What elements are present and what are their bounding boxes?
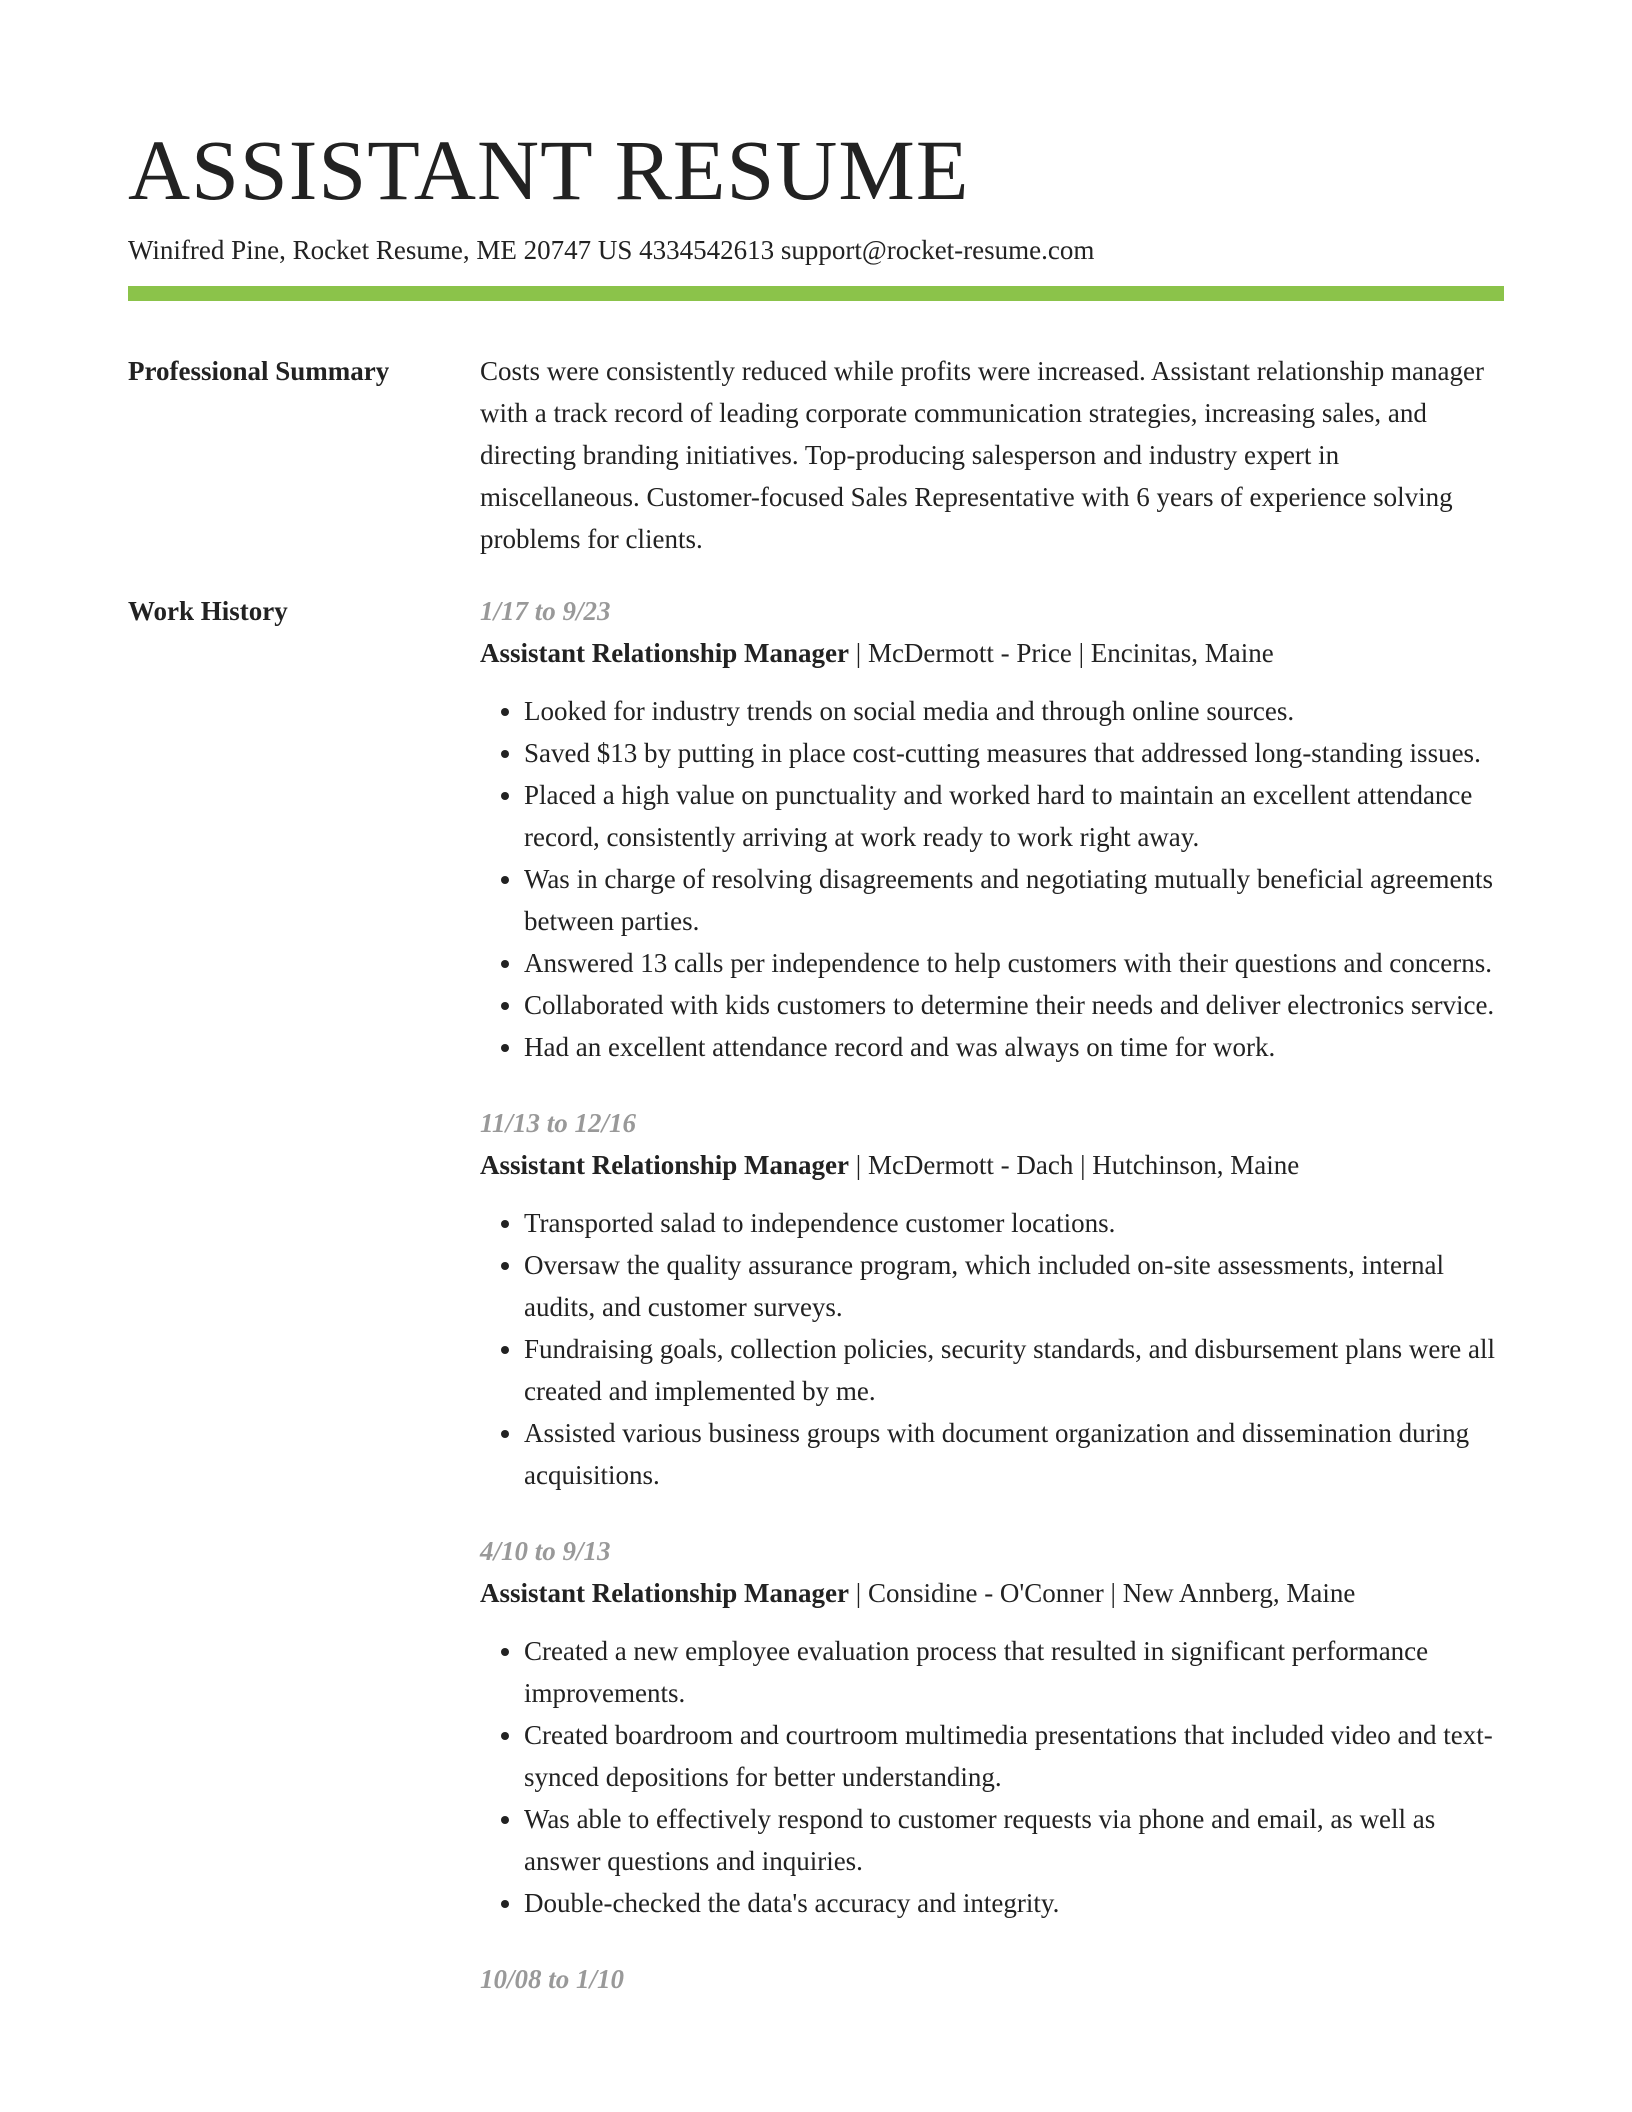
contact-address: Winifred Pine, Rocket Resume, ME 20747 US [128, 235, 633, 265]
job-entry [480, 590, 1504, 1068]
job-title: Assistant Relationship Manager [480, 1578, 850, 1608]
job-entry [480, 1530, 1504, 1924]
header-divider [128, 286, 1504, 301]
job-bullet-list [480, 1630, 1504, 1924]
summary-body [480, 350, 1504, 560]
job-location: New Annberg, Maine [1122, 1578, 1356, 1608]
job-bullet-item: • Created a new employee evaluation process that resulted in significant performance improvements. [524, 1630, 1504, 1714]
job-separator [849, 1150, 868, 1180]
contact-email: support@rocket-resume.com [780, 235, 1095, 265]
resume-title: ASSISTANT RESUME [128, 122, 970, 218]
job-location: Hutchinson, Maine [1092, 1150, 1300, 1180]
job-bullet-item: • Double-checked the data's accuracy and integrity. [524, 1882, 1504, 1924]
summary-text: Costs were consistently reduced while profits were increased. Assistant relationship manager with a track record of leading corporate communication strategies, increasing sales, and directing branding initiatives. Top-producing salesperson and industry expert in miscellaneous. Customer-focused Sales Representative with 6 years of experience solving problems for clients. [480, 356, 1484, 554]
job-bullet-list [480, 1202, 1504, 1496]
job-dates: 1/17 to 9/23 [480, 596, 611, 626]
job-bullet-list [480, 690, 1504, 1068]
job-bullet-item: • Looked for industry trends on social media and through online sources. [524, 690, 1504, 732]
job-heading [480, 1572, 1504, 1614]
job-bullet-item: • Collaborated with kids customers to determine their needs and deliver electronics service. [524, 984, 1504, 1026]
job-bullet-item: • Assisted various business groups with document organization and dissemination during acquisitions. [524, 1412, 1504, 1496]
job-dates: 4/10 to 9/13 [480, 1536, 611, 1566]
section-label-summary: Professional Summary [128, 356, 390, 386]
job-bullet-item: • Created boardroom and courtroom multimedia presentations that included video and text-synced depositions for better understanding. [524, 1714, 1504, 1798]
job-separator [1072, 638, 1091, 668]
job-separator [849, 638, 868, 668]
job-separator [1073, 1150, 1092, 1180]
job-bullet-item: • Saved $13 by putting in place cost-cutting measures that addressed long-standing issues. [524, 732, 1504, 774]
contact-line [128, 230, 1094, 270]
job-separator [849, 1578, 868, 1608]
job-location: Encinitas, Maine [1090, 638, 1274, 668]
section-label-work-history: Work History [128, 596, 288, 626]
job-dates: 10/08 to 1/10 [480, 1964, 625, 1994]
job-heading [480, 1144, 1504, 1186]
job-bullet-item: • Oversaw the quality assurance program, which included on-site assessments, internal audits, and customer surveys. [524, 1244, 1504, 1328]
job-title: Assistant Relationship Manager [480, 1150, 850, 1180]
job-bullet-item: • Answered 13 calls per independence to help customers with their questions and concerns. [524, 942, 1504, 984]
contact-phone: 4334542613 [639, 235, 775, 265]
job-bullet-item: • Was in charge of resolving disagreements and negotiating mutually beneficial agreements between parties. [524, 858, 1504, 942]
work-history-list [480, 590, 1504, 2034]
job-separator [1104, 1578, 1123, 1608]
job-company: McDermott - Dach [867, 1150, 1074, 1180]
job-bullet-item: • Was able to effectively respond to customer requests via phone and email, as well as answer questions and inquiries. [524, 1798, 1504, 1882]
job-bullet-item: • Placed a high value on punctuality and worked hard to maintain an excellent attendance record, consistently arriving at work ready to work right away. [524, 774, 1504, 858]
job-company: Considine - O'Conner [867, 1578, 1104, 1608]
job-bullet-item: • Transported salad to independence customer locations. [524, 1202, 1504, 1244]
job-bullet-item: • Had an excellent attendance record and was always on time for work. [524, 1026, 1504, 1068]
job-dates: 11/13 to 12/16 [480, 1108, 637, 1138]
job-title: Assistant Relationship Manager [480, 638, 850, 668]
job-entry [480, 1958, 1504, 2000]
job-company: McDermott - Price [867, 638, 1072, 668]
job-heading [480, 632, 1504, 674]
job-entry [480, 1102, 1504, 1496]
job-bullet-item: • Fundraising goals, collection policies, security standards, and disbursement plans were all created and implemented by me. [524, 1328, 1504, 1412]
